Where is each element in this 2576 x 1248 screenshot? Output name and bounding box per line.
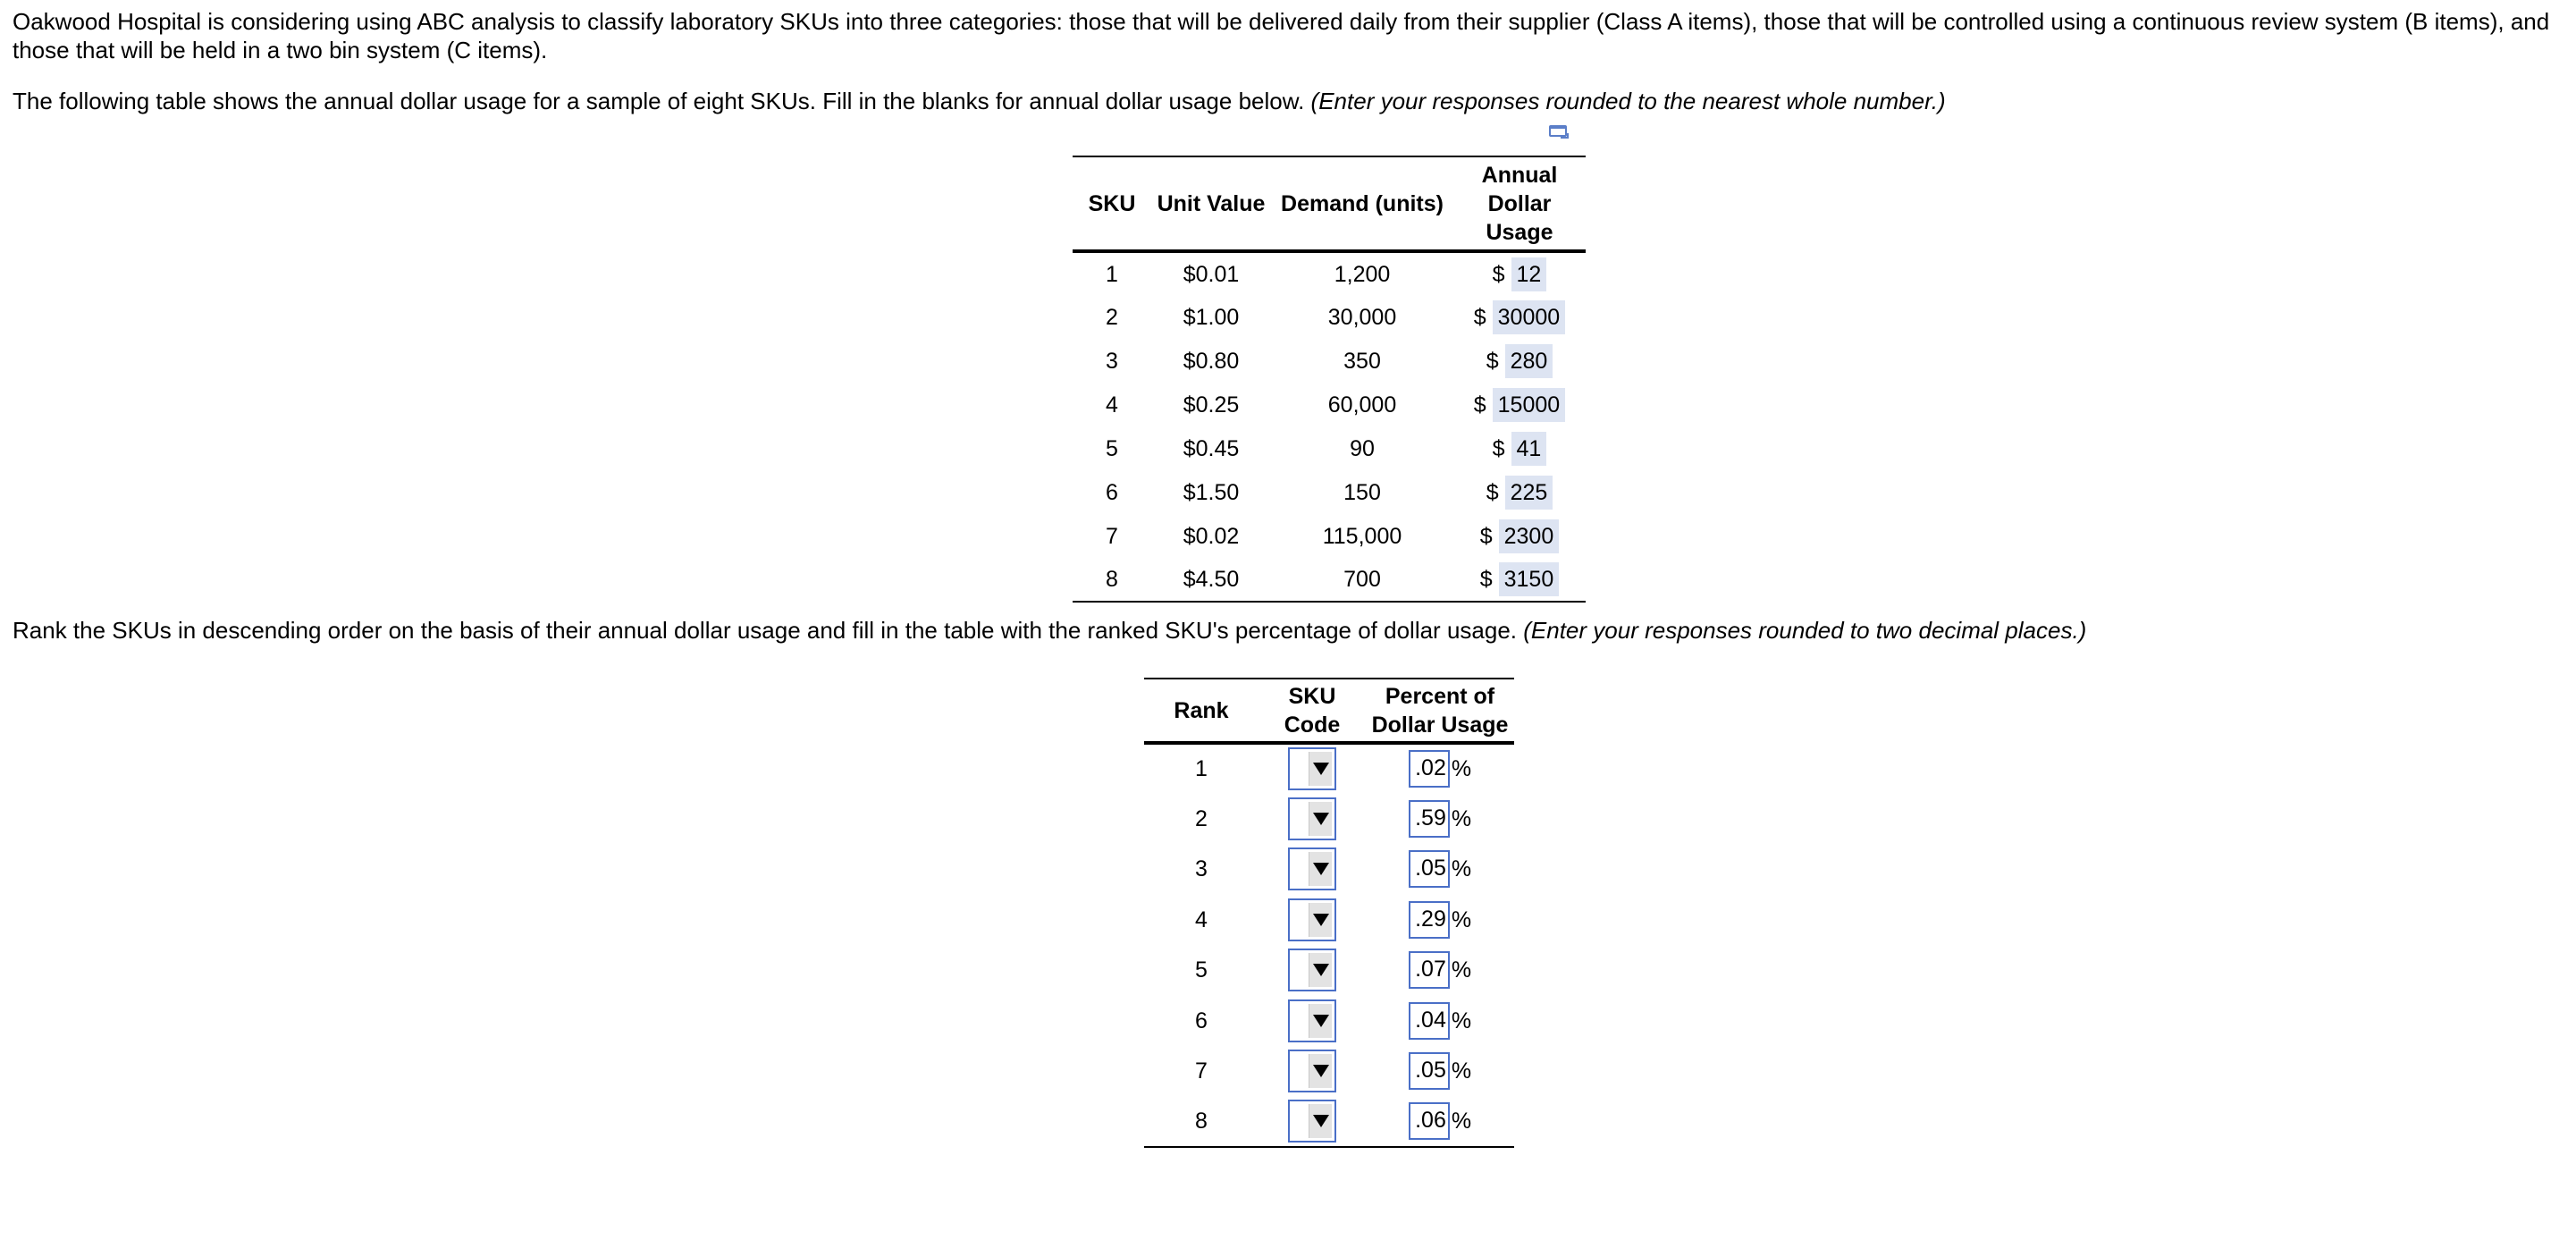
percent-cell <box>1366 945 1514 996</box>
table-row <box>1073 251 1586 295</box>
usage-answer-field[interactable]: 15000 <box>1493 388 1566 422</box>
intro-text: Oakwood Hospital is considering using ABC analysis to classify laboratory SKUs into three categories: those that will be delivered daily from their supplier (Class A items), those that will be controlled using a continuous review system (B items), and those that will be held in a two bin system (C items). <box>13 8 2550 63</box>
sku-cell: 5 <box>1106 435 1118 461</box>
usage-cell <box>1453 470 1586 514</box>
header-sku-code-line2: Code <box>1284 712 1341 738</box>
header-percent-dollar-usage <box>1366 679 1514 743</box>
sku-cell: 7 <box>1106 523 1118 549</box>
currency-symbol: $ <box>1479 567 1493 592</box>
percent-cell <box>1366 1046 1514 1097</box>
unit-value-cell: $0.45 <box>1183 435 1240 461</box>
demand-cell: 90 <box>1350 435 1375 461</box>
demand-cell: 350 <box>1343 348 1381 374</box>
part2-text: Rank the SKUs in descending order on the basis of their annual dollar usage and fill in the table with the ranked SKU's percentage of dollar usage. <box>13 617 1518 644</box>
usage-answer-field[interactable]: 12 <box>1511 257 1547 291</box>
rank-cell: 3 <box>1195 856 1208 882</box>
table1-header-row <box>1073 156 1586 251</box>
usage-cell <box>1453 295 1586 339</box>
usage-answer-field[interactable]: 225 <box>1505 476 1553 510</box>
percent-cell <box>1366 895 1514 946</box>
rank-cell: 6 <box>1195 1008 1208 1033</box>
chevron-down-icon[interactable] <box>1309 903 1332 937</box>
sku-code-cell <box>1259 1046 1366 1097</box>
sku-code-cell <box>1259 844 1366 895</box>
table-row <box>1144 895 1514 946</box>
table-row <box>1073 339 1586 383</box>
percent-cell <box>1366 794 1514 845</box>
demand-cell: 150 <box>1343 479 1381 505</box>
currency-symbol: $ <box>1492 435 1505 461</box>
percent-input[interactable]: .07 <box>1409 951 1450 989</box>
chevron-down-icon[interactable] <box>1309 1054 1332 1088</box>
sku-cell: 3 <box>1106 348 1118 374</box>
table-row <box>1144 844 1514 895</box>
part1-text: The following table shows the annual dollar usage for a sample of eight SKUs. Fill in the blanks for annual dollar usage below. <box>13 88 1305 114</box>
percent-input[interactable]: .05 <box>1409 1052 1450 1090</box>
table-row <box>1073 514 1586 558</box>
header-sku: SKU <box>1073 156 1151 251</box>
demand-cell: 1,200 <box>1334 261 1391 287</box>
unit-value-cell: $0.02 <box>1183 523 1240 549</box>
table-row <box>1144 743 1514 794</box>
usage-answer-field[interactable]: 41 <box>1511 432 1547 466</box>
unit-value-cell: $4.50 <box>1151 558 1271 602</box>
usage-cell <box>1453 383 1586 426</box>
header-pct-line1: Percent of <box>1385 683 1495 709</box>
sku-code-dropdown[interactable] <box>1288 747 1336 790</box>
header-unit-value: Unit Value <box>1151 156 1271 251</box>
usage-answer-field[interactable]: 280 <box>1505 344 1553 378</box>
percent-input[interactable]: .29 <box>1409 901 1450 939</box>
percent-cell <box>1366 996 1514 1047</box>
sku-cell: 2 <box>1106 304 1118 330</box>
header-sku-code <box>1259 679 1366 743</box>
header-rank: Rank <box>1144 679 1259 743</box>
sku-code-dropdown[interactable] <box>1288 999 1336 1042</box>
sku-code-dropdown[interactable] <box>1288 1050 1336 1092</box>
percent-sign: % <box>1451 756 1472 782</box>
intro-paragraph <box>13 7 2569 64</box>
percent-cell <box>1366 844 1514 895</box>
usage-answer-field[interactable]: 2300 <box>1499 519 1560 553</box>
part1-instruction: (Enter your responses rounded to the nearest whole number.) <box>1310 88 1946 114</box>
percent-input[interactable]: .04 <box>1409 1002 1450 1040</box>
unit-value-cell: $1.50 <box>1183 479 1240 505</box>
header-usage-line1: Annual <box>1481 162 1558 188</box>
percent-sign: % <box>1451 1058 1472 1084</box>
table-row <box>1073 295 1586 339</box>
table-row <box>1144 794 1514 845</box>
usage-cell <box>1453 251 1586 295</box>
rank-cell: 1 <box>1195 756 1208 782</box>
part2-instruction: (Enter your responses rounded to two decimal places.) <box>1523 617 2087 644</box>
header-sku-code-line1: SKU <box>1288 683 1336 709</box>
percent-cell <box>1366 743 1514 794</box>
percent-cell <box>1366 1097 1514 1148</box>
demand-cell: 30,000 <box>1327 304 1397 330</box>
currency-symbol: $ <box>1473 392 1486 417</box>
chevron-down-icon[interactable] <box>1309 1004 1332 1038</box>
sku-code-dropdown[interactable] <box>1288 797 1336 840</box>
rank-cell: 5 <box>1195 957 1208 983</box>
sku-code-dropdown[interactable] <box>1288 949 1336 991</box>
unit-value-cell: $0.25 <box>1183 392 1240 417</box>
currency-symbol: $ <box>1492 261 1505 287</box>
unit-value-cell: $0.01 <box>1183 261 1240 287</box>
table2-header-row <box>1144 679 1514 743</box>
header-usage-line3: Usage <box>1486 219 1553 245</box>
table-row <box>1073 426 1586 470</box>
usage-cell <box>1453 514 1586 558</box>
percent-sign: % <box>1451 1008 1472 1033</box>
percent-sign: % <box>1451 805 1472 831</box>
currency-symbol: $ <box>1486 348 1499 374</box>
sku-code-cell <box>1259 945 1366 996</box>
usage-answer-field[interactable]: 30000 <box>1493 300 1566 334</box>
rank-cell: 4 <box>1195 906 1208 932</box>
demand-cell: 115,000 <box>1322 523 1402 549</box>
demand-cell: 700 <box>1271 558 1453 602</box>
unit-value-cell: $1.00 <box>1183 304 1240 330</box>
sku-code-cell <box>1259 1097 1366 1148</box>
percent-input[interactable]: .05 <box>1409 850 1450 888</box>
sku-cell: 6 <box>1106 479 1118 505</box>
sku-code-dropdown[interactable] <box>1288 898 1336 941</box>
percent-sign: % <box>1451 906 1472 932</box>
header-demand: Demand (units) <box>1271 156 1453 251</box>
chevron-down-icon[interactable] <box>1309 953 1332 987</box>
chevron-down-icon[interactable] <box>1309 752 1332 786</box>
unit-value-cell: $0.80 <box>1183 348 1240 374</box>
demand-cell: 60,000 <box>1327 392 1397 417</box>
rank-cell: 8 <box>1144 1097 1259 1148</box>
header-pct-line2: Dollar Usage <box>1371 712 1509 738</box>
sku-code-cell <box>1259 743 1366 794</box>
sku-cell: 4 <box>1106 392 1118 417</box>
header-usage-line2: Dollar <box>1487 190 1552 216</box>
percent-input[interactable]: .59 <box>1409 800 1450 838</box>
percent-sign: % <box>1451 1109 1472 1134</box>
rank-cell: 7 <box>1195 1058 1208 1084</box>
chevron-down-icon[interactable] <box>1309 1104 1332 1138</box>
table-row <box>1144 1046 1514 1097</box>
header-annual-dollar-usage <box>1453 156 1586 251</box>
percent-input[interactable]: .02 <box>1409 750 1450 788</box>
table-row <box>1073 470 1586 514</box>
part2-paragraph <box>13 616 2569 645</box>
part1-paragraph <box>13 87 2569 115</box>
percent-sign: % <box>1451 957 1472 983</box>
usage-cell <box>1453 558 1586 602</box>
percent-input[interactable]: .06 <box>1409 1102 1450 1140</box>
usage-cell <box>1453 339 1586 383</box>
table-row <box>1144 945 1514 996</box>
sku-code-dropdown[interactable] <box>1288 1100 1336 1143</box>
sku-cell: 8 <box>1073 558 1151 602</box>
chevron-down-icon[interactable] <box>1309 852 1332 886</box>
sku-code-cell <box>1259 794 1366 845</box>
ranked-sku-table <box>1144 678 1514 1148</box>
currency-symbol: $ <box>1486 479 1499 505</box>
table-row <box>1073 558 1586 602</box>
table-row <box>1144 996 1514 1047</box>
usage-answer-field[interactable]: 3150 <box>1499 562 1560 596</box>
sku-code-cell <box>1259 996 1366 1047</box>
expand-table-icon[interactable] <box>1548 123 1571 143</box>
rank-cell: 2 <box>1195 805 1208 831</box>
sku-cell: 1 <box>1106 261 1118 287</box>
currency-symbol: $ <box>1479 523 1493 549</box>
table-row <box>1144 1097 1514 1148</box>
table-row <box>1073 383 1586 426</box>
annual-dollar-usage-table <box>1073 156 1586 603</box>
sku-code-cell <box>1259 895 1366 946</box>
usage-cell <box>1453 426 1586 470</box>
chevron-down-icon[interactable] <box>1309 802 1332 836</box>
sku-code-dropdown[interactable] <box>1288 847 1336 890</box>
currency-symbol: $ <box>1473 304 1486 330</box>
percent-sign: % <box>1451 856 1472 882</box>
